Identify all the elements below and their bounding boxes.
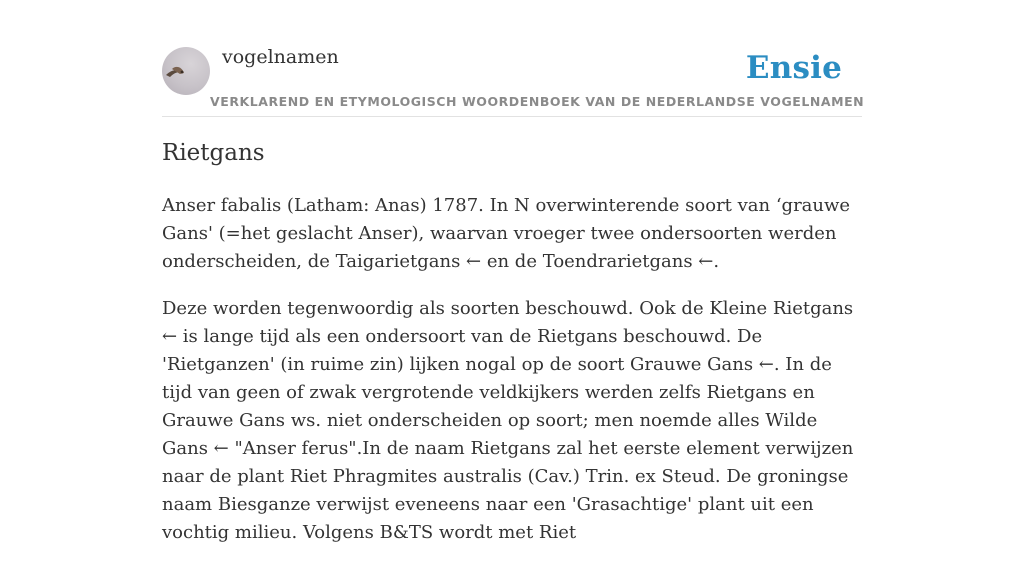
- page-container: [162, 0, 865, 543]
- site-header: [162, 0, 865, 117]
- article-body: [162, 192, 862, 566]
- article-paragraph: Anser fabalis (Latham: Anas) 1787. In N overwinterende soort van ‘grauwe Gans' (=het geslacht Anser), waarvan vroeger twee ondersoorten werden onderscheiden, de Taigarietgans ← en de Toendrarietgans ←.: [162, 195, 851, 272]
- bird-icon: [162, 47, 210, 95]
- avatar[interactable]: [162, 47, 210, 95]
- site-subtitle: VERKLAREND EN ETYMOLOGISCH WOORDENBOEK VAN DE NEDERLANDSE VOGELNAMEN: [210, 94, 865, 109]
- article-paragraph: Deze worden tegenwoordig als soorten beschouwd. Ook de Kleine Rietgans ← is lange tijd als een ondersoort van de Rietgans beschouwd. De 'Rietganzen' (in ruime zin) lijken nogal op de soort Grauwe Gans ←. In de tijd van geen of zwak vergrotende veldkijkers werden zelfs Rietgans en Grauwe Gans ws. niet onderscheiden op soort; men noemde alles Wilde Gans ← "Anser ferus".In de naam Rietgans zal het eerste element verwijzen naar de plant Riet Phragmites australis (Cav.) Trin. ex Steud. De groningse naam Biesganze verwijst eveneens naar een 'Grasachtige' plant uit een vochtig milieu. Volgens B&TS wordt met Riet: [162, 298, 854, 543]
- site-name[interactable]: vogelnamen: [222, 46, 339, 68]
- page-title: Rietgans: [162, 140, 265, 166]
- ensie-logo[interactable]: Ensie: [745, 50, 842, 86]
